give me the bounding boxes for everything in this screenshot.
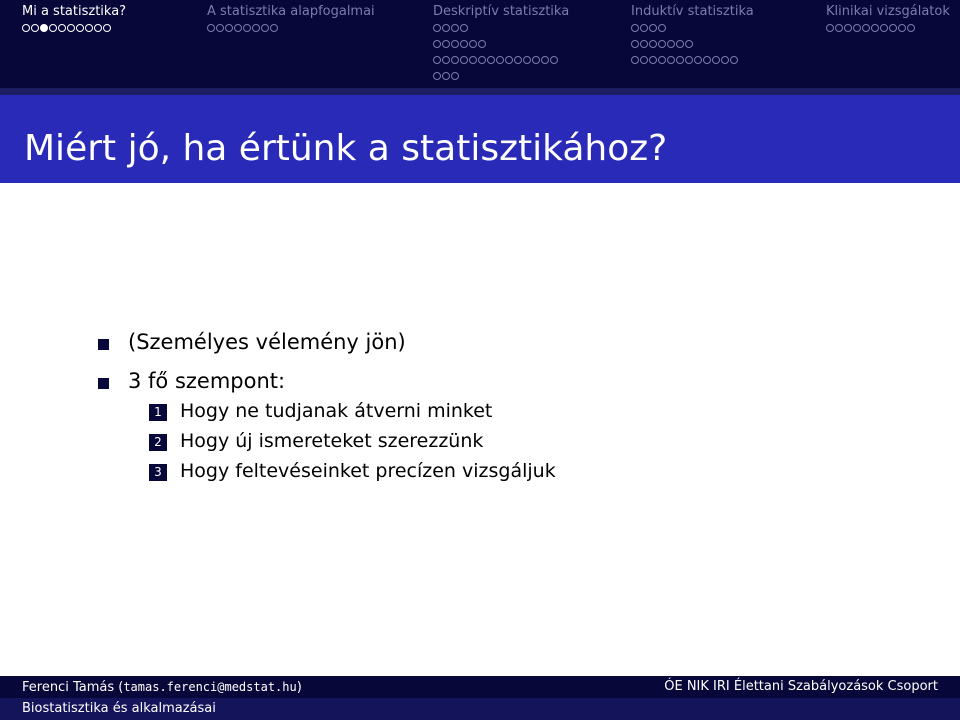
nav-dot-icon[interactable] [703, 56, 711, 64]
bullet-item [98, 326, 518, 358]
nav-dot-icon[interactable] [676, 56, 684, 64]
nav-dot-icon[interactable] [442, 72, 450, 80]
nav-dot-icon[interactable] [862, 24, 870, 32]
nav-dot-row [631, 52, 754, 68]
nav-dot-icon[interactable] [451, 24, 459, 32]
nav-dots [207, 20, 375, 36]
bullet-text: (Személyes vélemény jön) [128, 330, 406, 354]
nav-dot-row [433, 20, 569, 36]
nav-dot-icon[interactable] [898, 24, 906, 32]
nav-dot-icon[interactable] [871, 24, 879, 32]
bullet-square-icon [98, 339, 109, 350]
nav-dot-icon[interactable] [676, 40, 684, 48]
nav-dot-icon[interactable] [442, 56, 450, 64]
nav-dot-icon[interactable] [550, 56, 558, 64]
nav-dot-current-icon[interactable] [40, 24, 48, 32]
nav-dot-icon[interactable] [712, 56, 720, 64]
nav-dot-icon[interactable] [649, 24, 657, 32]
nav-dot-row [433, 36, 569, 52]
nav-dot-row [631, 20, 754, 36]
nav-section-klinikai[interactable] [826, 4, 950, 36]
bullet-square-icon [98, 378, 109, 389]
nav-dot-icon[interactable] [640, 40, 648, 48]
nav-dot-icon[interactable] [451, 40, 459, 48]
nav-dot-icon[interactable] [270, 24, 278, 32]
nav-dot-icon[interactable] [460, 56, 468, 64]
nav-dot-icon[interactable] [478, 40, 486, 48]
nav-dot-icon[interactable] [640, 56, 648, 64]
nav-dot-icon[interactable] [721, 56, 729, 64]
enumerate-number-badge: 2 [149, 434, 167, 451]
nav-section-mi-a-statisztika[interactable] [22, 4, 126, 36]
frame-title-bar [0, 95, 960, 183]
nav-dot-icon[interactable] [835, 24, 843, 32]
enumerate-text: Hogy ne tudjanak átverni minket [180, 400, 493, 422]
nav-dot-icon[interactable] [85, 24, 93, 32]
nav-section-deskriptiv[interactable] [433, 4, 569, 100]
nav-dot-icon[interactable] [433, 40, 441, 48]
footer-short-title: Biostatisztika és alkalmazásai [22, 701, 216, 716]
nav-dot-icon[interactable] [667, 56, 675, 64]
nav-dot-icon[interactable] [649, 40, 657, 48]
enumerate-text: Hogy új ismereteket szerezzünk [180, 430, 484, 452]
nav-dot-icon[interactable] [469, 40, 477, 48]
nav-dot-icon[interactable] [460, 40, 468, 48]
enumerate-number-badge: 1 [149, 404, 167, 421]
footer-row-title [0, 698, 960, 720]
nav-dot-icon[interactable] [541, 56, 549, 64]
enumerate-item [149, 397, 609, 426]
nav-dot-icon[interactable] [433, 72, 441, 80]
nav-dot-icon[interactable] [649, 56, 657, 64]
nav-dot-row [207, 20, 375, 36]
nav-dot-icon[interactable] [433, 24, 441, 32]
nav-dot-icon[interactable] [67, 24, 75, 32]
nav-divider [0, 88, 960, 95]
nav-dot-icon[interactable] [844, 24, 852, 32]
nav-dot-icon[interactable] [225, 24, 233, 32]
section-navigation-bar [0, 0, 960, 88]
nav-dot-icon[interactable] [252, 24, 260, 32]
nav-dot-icon[interactable] [640, 24, 648, 32]
nav-dot-icon[interactable] [433, 56, 441, 64]
enumerate-text: Hogy feltevéseinket precízen vizsgáljuk [180, 460, 556, 482]
enumerate-number-badge: 3 [149, 464, 167, 481]
bullet-text: 3 fő szempont: [128, 369, 286, 393]
nav-dot-icon[interactable] [261, 24, 269, 32]
nav-section-title[interactable]: Klinikai vizsgálatok [826, 4, 950, 19]
nav-dot-icon[interactable] [631, 40, 639, 48]
enumerate-item [149, 457, 609, 486]
nav-dot-icon[interactable] [49, 24, 57, 32]
nav-dot-icon[interactable] [469, 56, 477, 64]
nav-dots [631, 20, 754, 68]
nav-dot-icon[interactable] [442, 24, 450, 32]
footer-author [22, 679, 302, 696]
nav-section-title[interactable]: A statisztika alapfogalmai [207, 4, 375, 19]
nav-dot-row [631, 36, 754, 52]
nav-section-title[interactable]: Induktív statisztika [631, 4, 754, 19]
nav-dot-icon[interactable] [631, 56, 639, 64]
nav-dot-icon[interactable] [460, 24, 468, 32]
nav-dot-icon[interactable] [889, 24, 897, 32]
nav-dot-icon[interactable] [685, 40, 693, 48]
nav-dot-icon[interactable] [76, 24, 84, 32]
nav-dot-icon[interactable] [216, 24, 224, 32]
nav-dot-row [826, 20, 950, 36]
nav-dot-icon[interactable] [207, 24, 215, 32]
nav-dot-icon[interactable] [685, 56, 693, 64]
nav-section-induktiv[interactable] [631, 4, 754, 68]
nav-dot-icon[interactable] [907, 24, 915, 32]
slide-content [0, 183, 960, 676]
nav-dot-icon[interactable] [243, 24, 251, 32]
footer-row-author [0, 676, 960, 698]
nav-dot-icon[interactable] [31, 24, 39, 32]
nav-dot-row [22, 20, 126, 36]
nav-dot-row [433, 52, 569, 68]
nav-dot-icon[interactable] [496, 56, 504, 64]
nav-dot-icon[interactable] [631, 24, 639, 32]
nav-dot-icon[interactable] [22, 24, 30, 32]
nav-dots [826, 20, 950, 36]
footer [0, 676, 960, 720]
nav-section-title[interactable]: Deskriptív statisztika [433, 4, 570, 19]
nav-section-alapfogalmak[interactable] [207, 4, 375, 36]
nav-dot-icon[interactable] [532, 56, 540, 64]
nav-dot-row [433, 68, 569, 84]
nav-dot-icon[interactable] [658, 56, 666, 64]
nav-dot-icon[interactable] [853, 24, 861, 32]
nav-dot-icon[interactable] [451, 56, 459, 64]
author-email[interactable]: tamas.ferenci@medstat.hu [123, 680, 297, 694]
nav-dot-icon[interactable] [103, 24, 111, 32]
nav-dot-icon[interactable] [478, 56, 486, 64]
nav-dot-icon[interactable] [880, 24, 888, 32]
footer-institute: ÓE NIK IRI Élettani Szabályozások Csoport [664, 679, 938, 694]
nav-dot-icon[interactable] [58, 24, 66, 32]
enumerate-item [149, 427, 609, 456]
nav-dot-icon[interactable] [667, 40, 675, 48]
nav-dot-icon[interactable] [514, 56, 522, 64]
nav-dot-icon[interactable] [523, 56, 531, 64]
nav-dots [22, 20, 126, 36]
nav-dot-icon[interactable] [505, 56, 513, 64]
author-close-paren: ) [296, 680, 302, 695]
nav-dot-icon[interactable] [234, 24, 242, 32]
bullet-item [98, 365, 518, 397]
nav-dot-icon[interactable] [94, 24, 102, 32]
nav-dot-icon[interactable] [694, 56, 702, 64]
nav-dot-icon[interactable] [730, 56, 738, 64]
nav-dot-icon[interactable] [487, 56, 495, 64]
nav-dot-icon[interactable] [658, 40, 666, 48]
nav-dot-icon[interactable] [826, 24, 834, 32]
nav-dot-icon[interactable] [658, 24, 666, 32]
nav-dot-icon[interactable] [451, 72, 459, 80]
author-name: Ferenci Tamás ( [22, 680, 124, 695]
frame-title: Miért jó, ha értünk a statisztikához? [24, 128, 668, 169]
nav-section-title[interactable]: Mi a statisztika? [22, 4, 127, 19]
nav-dot-icon[interactable] [442, 40, 450, 48]
